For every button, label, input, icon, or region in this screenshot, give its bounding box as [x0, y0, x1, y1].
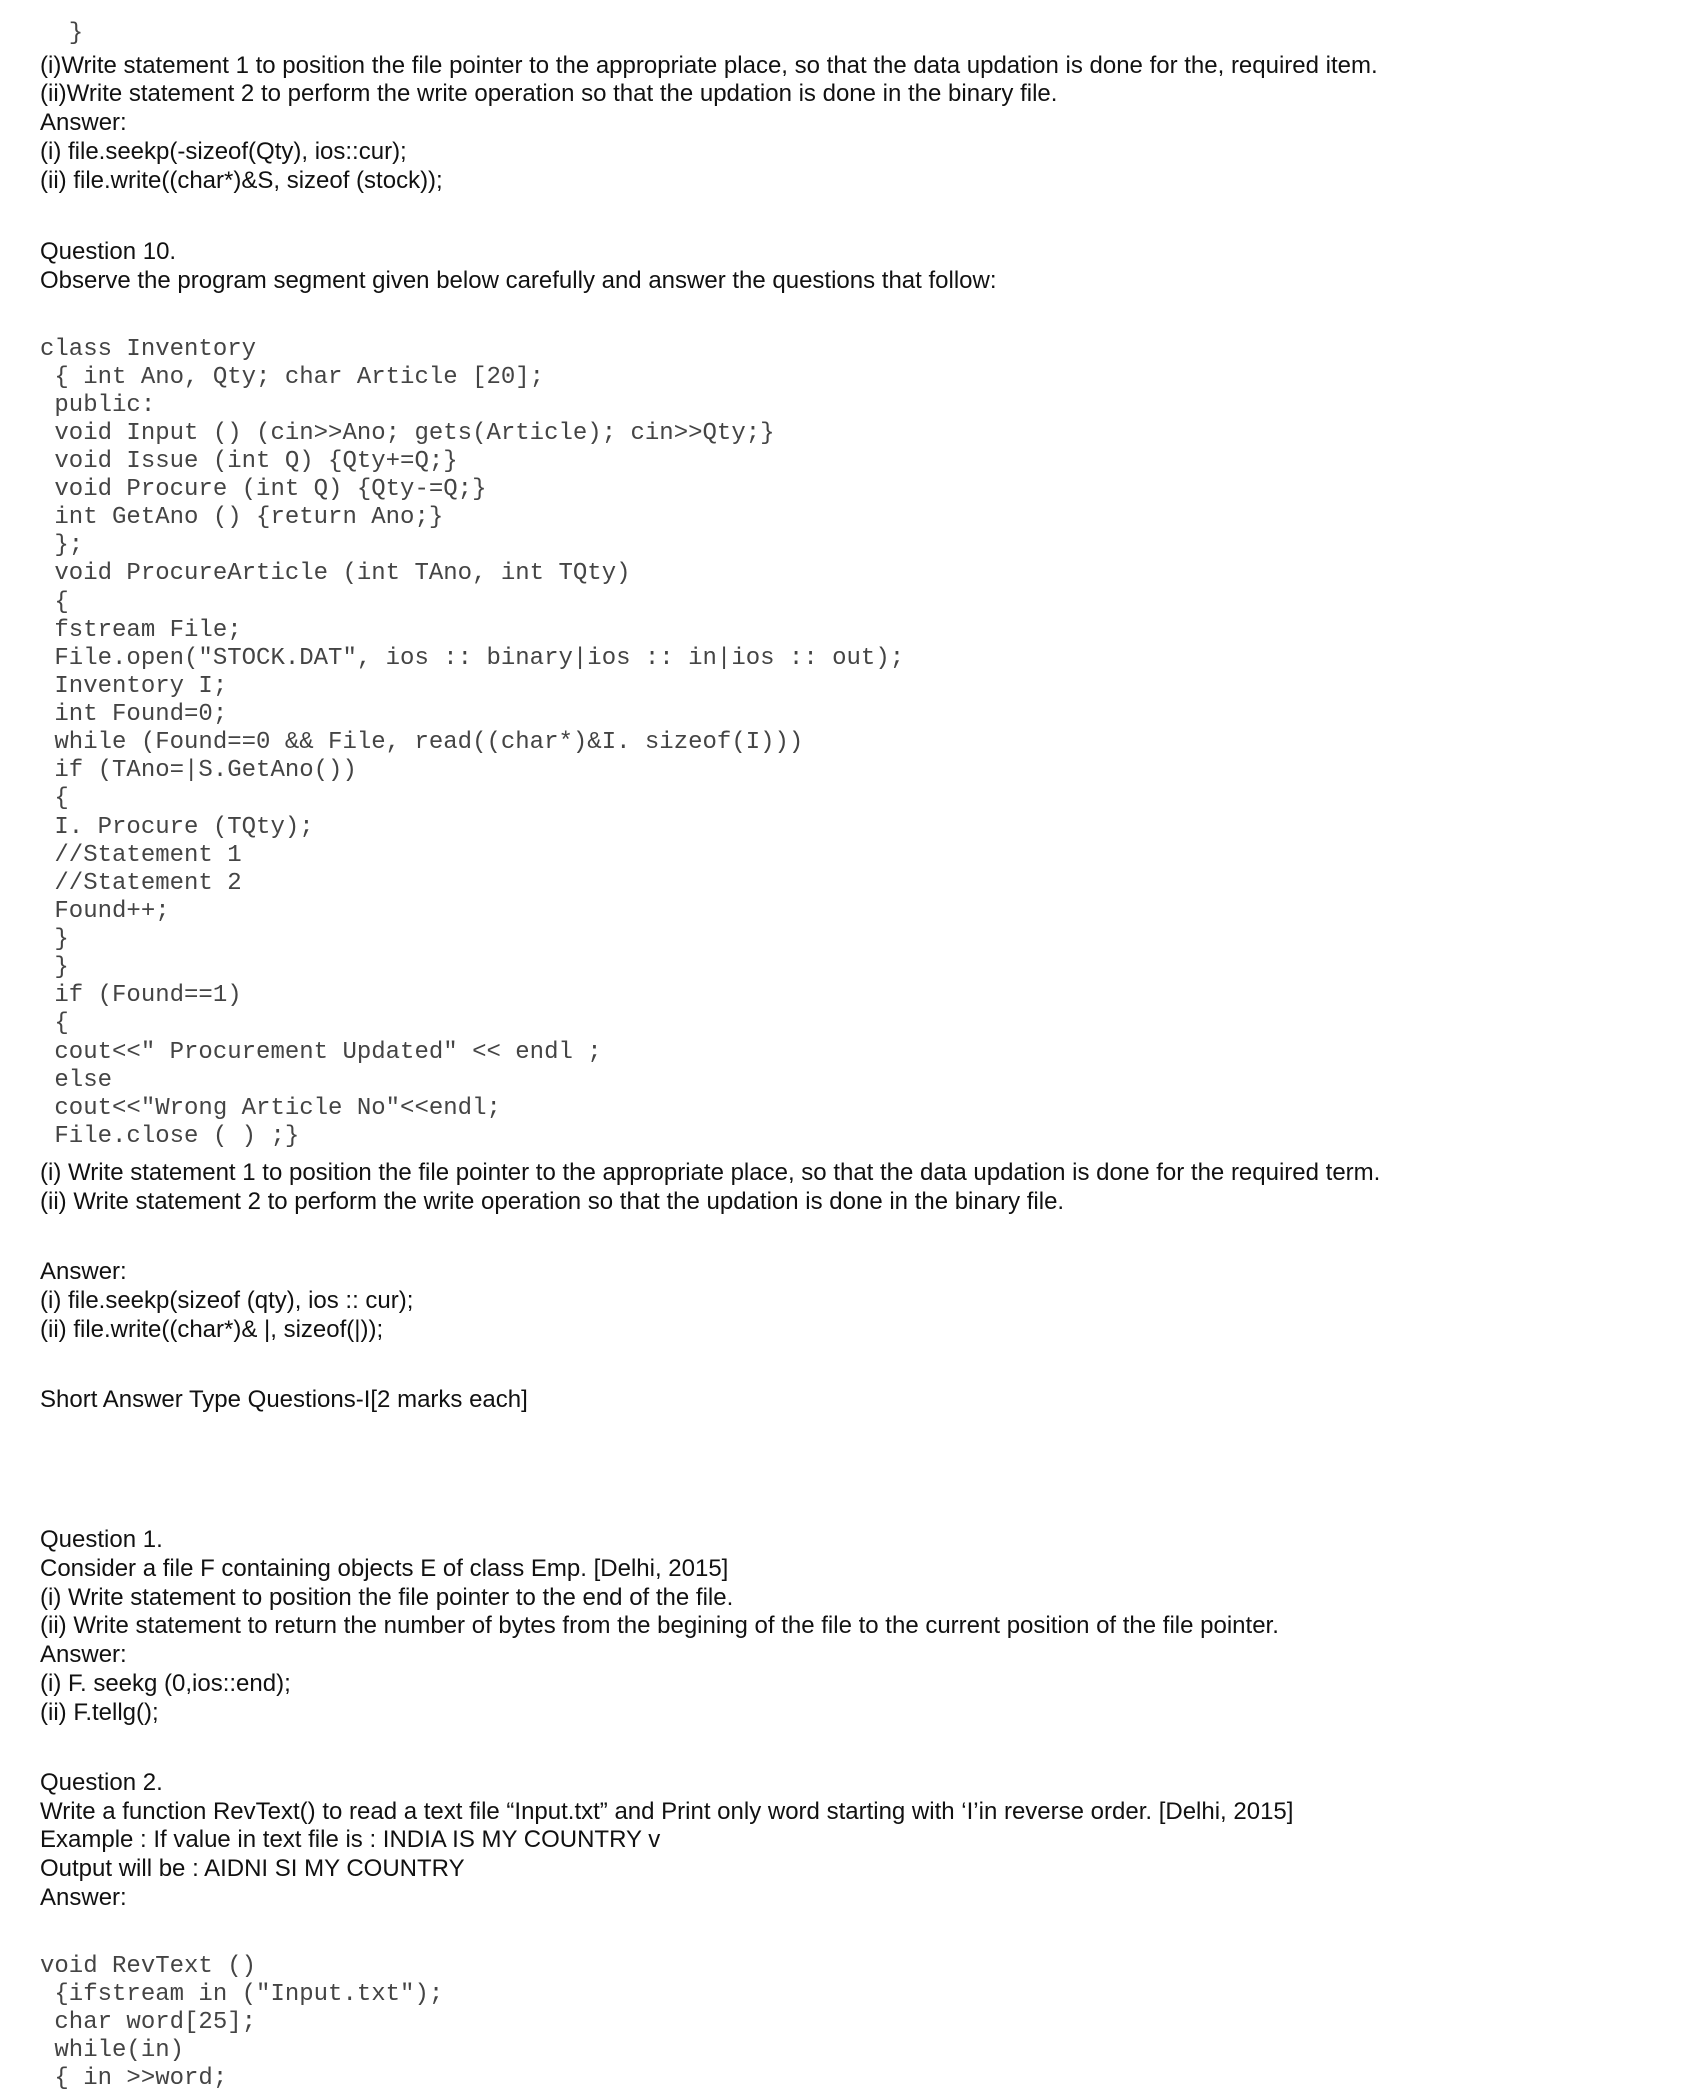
question-10-part-i: (i) Write statement 1 to position the file pointer to the appropriate place, so that the data updation is done for the required term. [40, 1159, 1381, 1186]
code-line: { int Ano, Qty; char Article [20]; [40, 364, 545, 391]
question-10-title: Question 10. [40, 238, 177, 265]
code-line: //Statement 2 [40, 870, 242, 897]
question-10-answer-label: Answer: [40, 1258, 127, 1285]
code-line: class Inventory [40, 336, 257, 363]
code-line: char word[25]; [40, 2009, 257, 2036]
code-line: void Input () (cin>>Ano; gets(Article); cin>>Qty;} [40, 420, 775, 447]
code-line: cout<<" Procurement Updated" << endl ; [40, 1039, 602, 1066]
code-line: File.close ( ) ;} [40, 1123, 300, 1150]
code-line: I. Procure (TQty); [40, 814, 314, 841]
code-line: void Procure (int Q) {Qty-=Q;} [40, 476, 487, 503]
intro-answer-i: (i) file.seekp(-sizeof(Qty), ios::cur); [40, 138, 407, 165]
code-line: {ifstream in ("Input.txt"); [40, 1981, 444, 2008]
code-line: fstream File; [40, 617, 242, 644]
question-1-answer-label: Answer: [40, 1641, 127, 1668]
code-line: cout<<"Wrong Article No"<<endl; [40, 1095, 501, 1122]
section-heading: Short Answer Type Questions-I[2 marks each] [40, 1386, 528, 1413]
code-line: { [40, 589, 69, 616]
question-1-answer-line: (ii) F.tellg(); [40, 1699, 159, 1726]
code-line: //Statement 1 [40, 842, 242, 869]
code-line: { in >>word; [40, 2065, 228, 2092]
code-line: if (TAno=|S.GetAno()) [40, 757, 357, 784]
question-10-answer-ii: (ii) file.write((char*)& |, sizeof(|)); [40, 1316, 384, 1343]
closing-brace: } [40, 20, 84, 47]
question-2-line: Example : If value in text file is : INDIA IS MY COUNTRY v [40, 1826, 661, 1853]
question-2-line: Output will be : AIDNI SI MY COUNTRY [40, 1855, 465, 1882]
code-line: public: [40, 392, 156, 419]
question-2-answer-label: Answer: [40, 1884, 127, 1911]
question-10-prompt: Observe the program segment given below carefully and answer the questions that follow: [40, 267, 997, 294]
code-line: Found++; [40, 898, 170, 925]
question-2-line: Write a function RevText() to read a text file “Input.txt” and Print only word starting with ‘I’in reverse order. [Delhi, 2015] [40, 1798, 1294, 1825]
question-1-title: Question 1. [40, 1526, 163, 1553]
code-line: } [40, 926, 69, 953]
question-1-answer-line: (i) F. seekg (0,ios::end); [40, 1670, 291, 1697]
code-line: while (Found==0 && File, read((char*)&I. sizeof(I))) [40, 729, 804, 756]
code-line: { [40, 785, 69, 812]
code-line: void Issue (int Q) {Qty+=Q;} [40, 448, 458, 475]
question-2-title: Question 2. [40, 1769, 163, 1796]
code-line: void ProcureArticle (int TAno, int TQty) [40, 560, 631, 587]
intro-question-i: (i)Write statement 1 to position the file pointer to the appropriate place, so that the data updation is done for the, required item. [40, 52, 1378, 79]
intro-answer-ii: (ii) file.write((char*)&S, sizeof (stock)); [40, 167, 443, 194]
question-1-line: (i) Write statement to position the file pointer to the end of the file. [40, 1584, 734, 1611]
code-line: void RevText () [40, 1953, 257, 1980]
intro-answer-label: Answer: [40, 109, 127, 136]
code-line: }; [40, 532, 84, 559]
question-10-answer-i: (i) file.seekp(sizeof (qty), ios :: cur); [40, 1287, 414, 1314]
intro-question-ii: (ii)Write statement 2 to perform the write operation so that the updation is done in the binary file. [40, 80, 1058, 107]
code-line: File.open("STOCK.DAT", ios :: binary|ios :: in|ios :: out); [40, 645, 905, 672]
code-line: } [40, 954, 69, 981]
code-line: while(in) [40, 2037, 185, 2064]
code-line: Inventory I; [40, 673, 228, 700]
question-1-line: (ii) Write statement to return the number of bytes from the begining of the file to the current position of the file pointer. [40, 1612, 1279, 1639]
code-line: if (Found==1) [40, 982, 242, 1009]
code-line: { [40, 1010, 69, 1037]
code-line: int Found=0; [40, 701, 228, 728]
question-10-part-ii: (ii) Write statement 2 to perform the write operation so that the updation is done in the binary file. [40, 1188, 1065, 1215]
question-1-line: Consider a file F containing objects E of class Emp. [Delhi, 2015] [40, 1555, 729, 1582]
code-line: else [40, 1067, 113, 1094]
code-line: int GetAno () {return Ano;} [40, 504, 444, 531]
